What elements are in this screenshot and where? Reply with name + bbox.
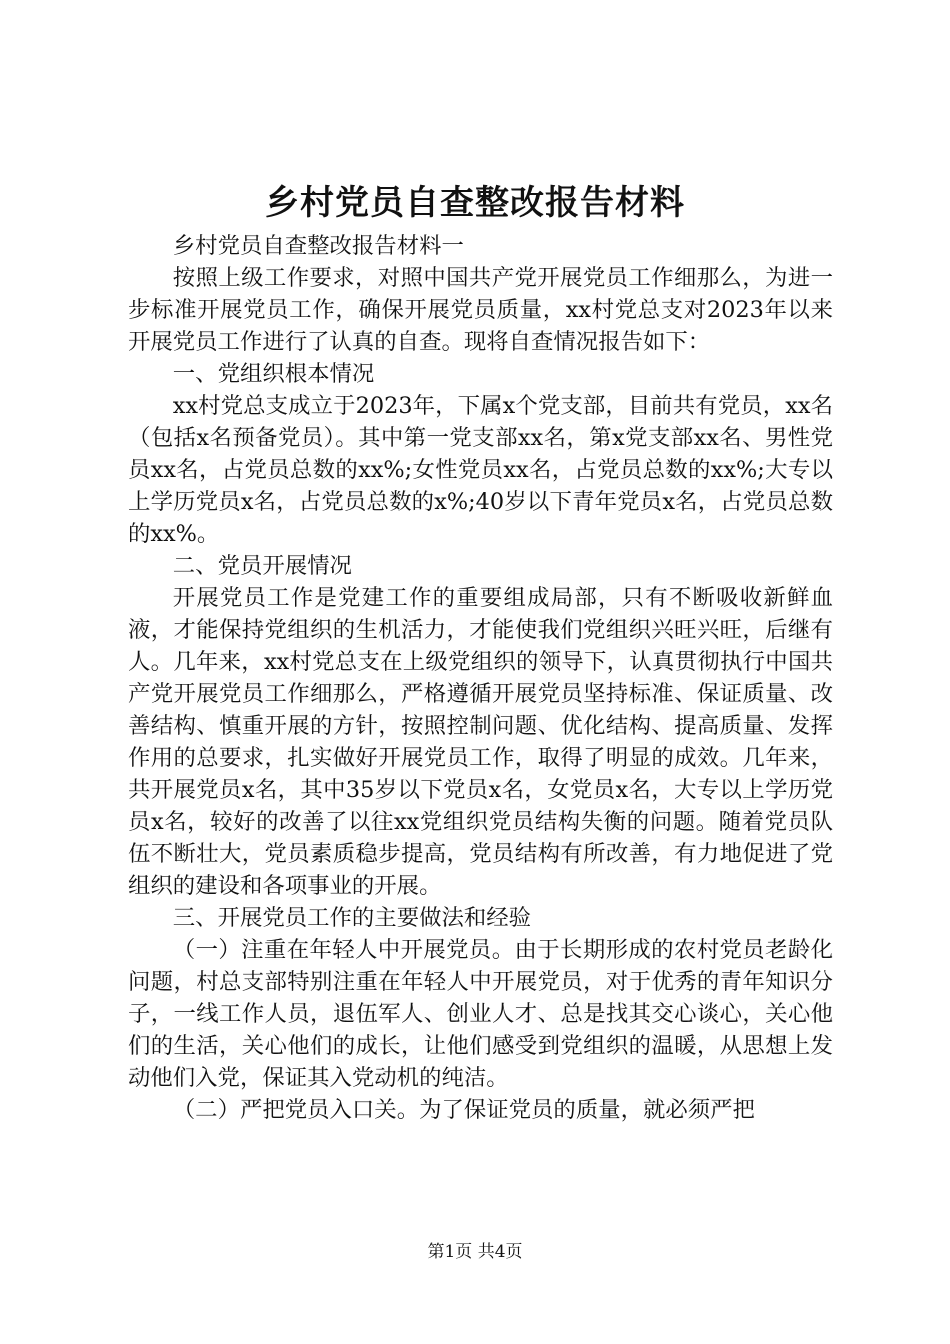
section-heading-3: 三、开展党员工作的主要做法和经验	[172, 905, 532, 931]
paragraph-intro: 按照上级工作要求，对照中国共产党开展党员工作细那么，为进一步标准开展党员工作，确保开展党员质量，xx村党总支对2023年以来开展党员工作进行了认真的自查。现将自查情况报告如下：	[128, 265, 833, 355]
paragraph-section-3-item-2: （二）严把党员入口关。为了保证党员的质量，就必须严把	[172, 1097, 755, 1123]
document-title: 乡村党员自查整改报告材料	[265, 183, 685, 223]
section-heading-2: 二、党员开展情况	[172, 553, 352, 579]
paragraph-section-2: 开展党员工作是党建工作的重要组成局部，只有不断吸收新鲜血液，才能保持党组织的生机活力，才能使我们党组织兴旺兴旺，后继有人。几年来，xx村党总支在上级党组织的领导下，认真贯彻执行中国共产党开展党员工作细那么，严格遵循开展党员坚持标准、保证质量、改善结构、慎重开展的方针，按照控制问题、优化结构、提高质量、发挥作用的总要求，扎实做好开展党员工作，取得了明显的成效。几年来，共开展党员x名，其中35岁以下党员x名，女党员x名，大专以上学历党员x名，较好的改善了以往xx党组织党员结构失衡的问题。随着党员队伍不断壮大，党员素质稳步提高，党员结构有所改善，有力地促进了党组织的建设和各项事业的开展。	[128, 585, 833, 899]
document-body	[128, 230, 833, 1126]
paragraph-section-1: xx村党总支成立于2023年，下属x个党支部，目前共有党员，xx名（包括x名预备党员）。其中第一党支部xx名，第x党支部xx名、男性党员xx名，占党员总数的xx%;女性党员xx名，占党员总数的xx%;大专以上学历党员x名，占党员总数的x%;40岁以下青年党员x名，占党员总数的xx%。	[128, 393, 833, 547]
page-footer: 第1页 共4页	[427, 1242, 523, 1262]
paragraph-subtitle: 乡村党员自查整改报告材料一	[172, 233, 464, 259]
section-heading-1: 一、党组织根本情况	[172, 361, 375, 387]
paragraph-section-3-item-1: （一）注重在年轻人中开展党员。由于长期形成的农村党员老龄化问题，村总支部特别注重在年轻人中开展党员，对于优秀的青年知识分子，一线工作人员，退伍军人、创业人才、总是找其交心谈心，关心他们的生活，关心他们的成长，让他们感受到党组织的温暖，从思想上发动他们入党，保证其入党动机的纯洁。	[128, 937, 833, 1091]
